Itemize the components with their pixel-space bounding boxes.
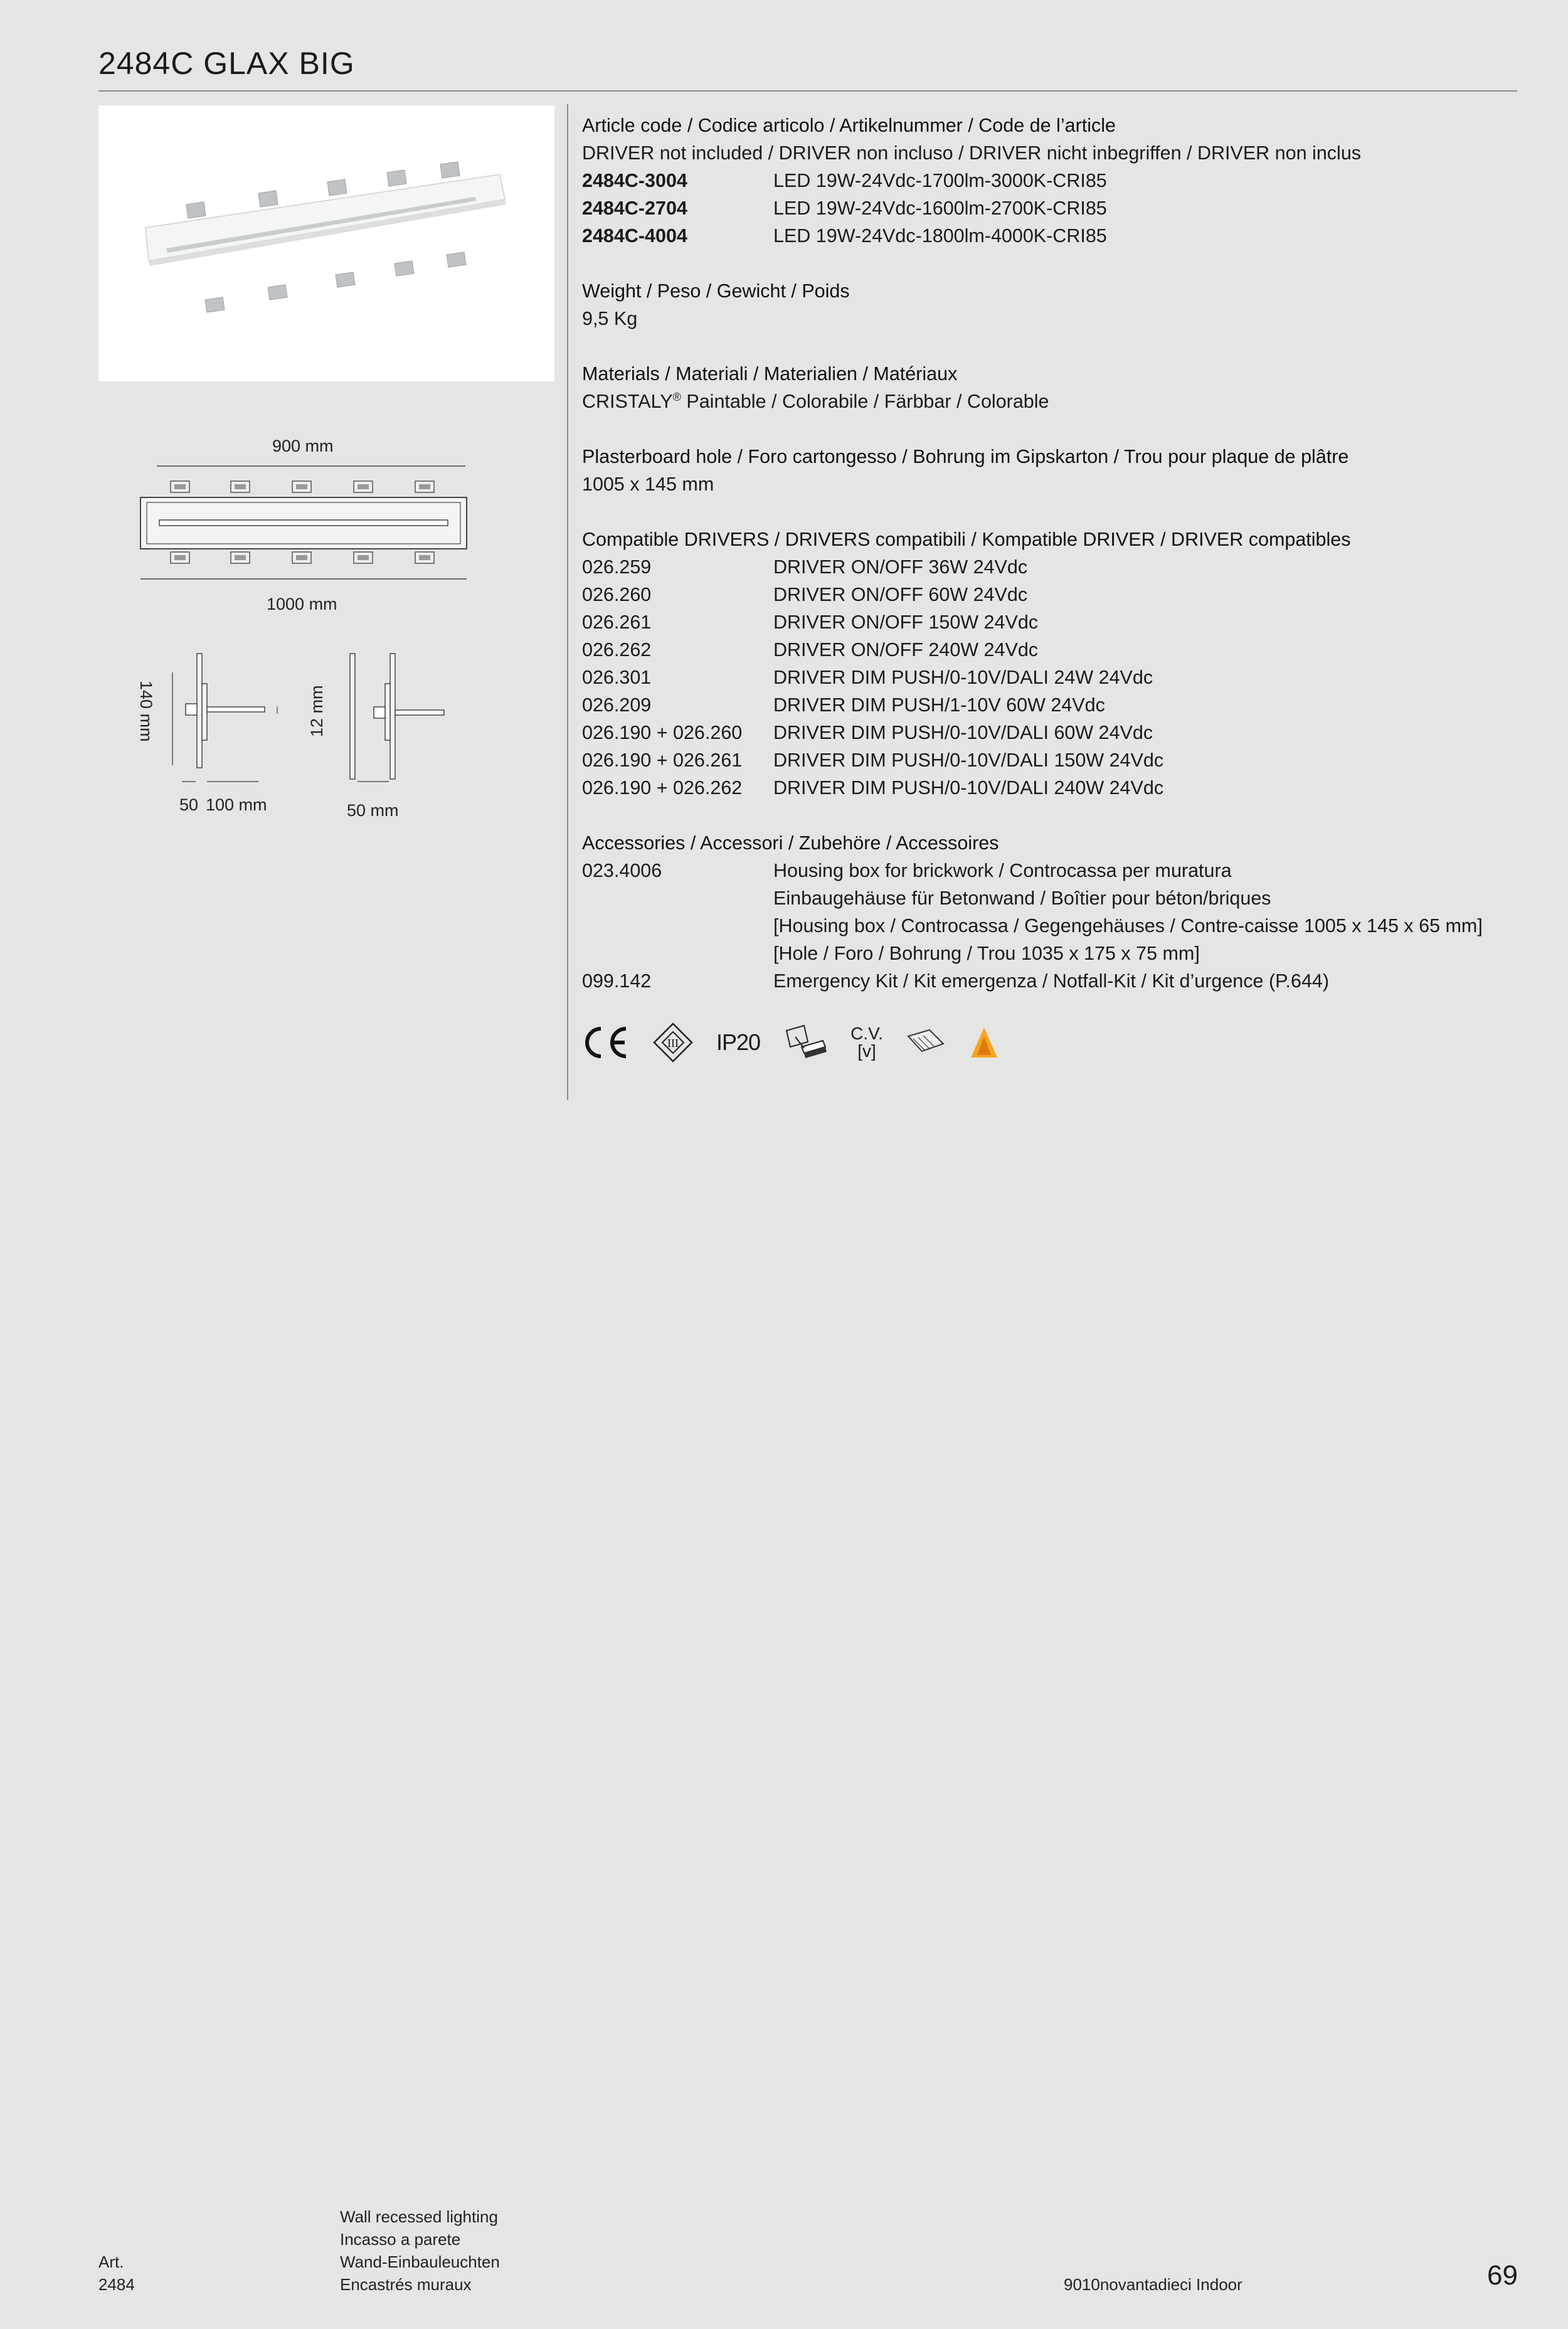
accessory-code [582, 940, 773, 967]
svg-text:III: III [667, 1037, 679, 1049]
category-line: Encastrés muraux [340, 2275, 472, 2294]
driver-row [582, 581, 1517, 608]
accessory-desc: Einbaugehäuse für Betonwand / Boîtier pour béton/briques [773, 888, 1271, 909]
accessory-code [582, 884, 773, 912]
materials-heading: Materials / Materiali / Materialien / Matériaux [582, 363, 958, 385]
article-number: 2484 [98, 2275, 135, 2294]
product-photo [98, 105, 554, 381]
category-line: Incasso a parete [340, 2230, 461, 2249]
driver-desc: DRIVER ON/OFF 60W 24Vdc [773, 584, 1028, 605]
materials-value [582, 388, 1517, 415]
article-desc: LED 19W-24Vdc-1600lm-2700K-CRI85 [773, 198, 1107, 219]
driver-code: 026.190 + 026.262 [582, 777, 743, 798]
driver-desc: DRIVER ON/OFF 150W 24Vdc [773, 612, 1039, 633]
weight-section [582, 277, 1517, 332]
driver-desc: DRIVER ON/OFF 240W 24Vdc [773, 639, 1039, 661]
article-desc: LED 19W-24Vdc-1700lm-3000K-CRI85 [773, 170, 1107, 191]
front-view-drawing [138, 461, 470, 586]
accessory-row [582, 912, 1517, 940]
category-line: Wand-Einbauleuchten [340, 2252, 500, 2271]
article-row [582, 167, 1517, 194]
driver-row [582, 553, 1517, 581]
title-divider [98, 90, 1517, 92]
dim-depth-a: 50 [179, 795, 199, 814]
specifications [582, 112, 1517, 1022]
accessory-desc: Housing box for brickwork / Controcassa per muratura [773, 860, 1232, 881]
accessories-section [582, 829, 1517, 995]
driver-row [582, 746, 1517, 774]
accessory-code [582, 912, 773, 940]
footer-article [98, 2251, 135, 2296]
driver-note: DRIVER not included / DRIVER non incluso / DRIVER nicht inbegriffen / DRIVER non inclus [582, 142, 1362, 164]
driver-code: 026.260 [582, 584, 652, 605]
cv-label: C.V. [850, 1024, 883, 1043]
certification-icons [581, 1017, 1022, 1068]
side-section-a [169, 646, 282, 784]
page-number: 69 [1487, 2260, 1518, 2291]
accessory-row [582, 940, 1517, 967]
registered-mark: ® [672, 390, 681, 403]
article-code: 2484C-4004 [582, 225, 687, 247]
article-code: 2484C-2704 [582, 198, 687, 219]
article-heading: Article code / Codice articolo / Artikelnummer / Code de l’article [582, 115, 1116, 136]
footer-brand: 9010novantadieci Indoor [1064, 2275, 1242, 2294]
dim-top-length: 900 mm [272, 437, 334, 455]
article-label: Art. [98, 2252, 124, 2271]
driver-desc: DRIVER DIM PUSH/0-10V/DALI 150W 24Vdc [773, 750, 1164, 771]
driver-desc: DRIVER DIM PUSH/0-10V/DALI 240W 24Vdc [773, 777, 1164, 798]
driver-row [582, 636, 1517, 664]
dim-side-depth: 50 mm [347, 801, 399, 820]
accessory-desc: [Housing box / Controcassa / Gegengehäuses / Contre-caisse 1005 x 145 x 65 mm] [773, 915, 1483, 936]
materials-desc: Paintable / Colorabile / Färbbar / Colorable [681, 391, 1049, 412]
category-line: Wall recessed lighting [340, 2207, 498, 2226]
article-code: 2484C-3004 [582, 170, 687, 191]
paintable-brush-icon [783, 1022, 828, 1063]
driver-row [582, 774, 1517, 802]
dim-bottom-length: 1000 mm [267, 595, 337, 613]
ce-mark-icon [581, 1024, 630, 1061]
materials-section [582, 360, 1517, 415]
accessory-row [582, 857, 1517, 884]
driver-code: 026.190 + 026.260 [582, 722, 743, 743]
driver-desc: DRIVER DIM PUSH/0-10V/DALI 60W 24Vdc [773, 722, 1153, 743]
class-iii-icon [652, 1022, 694, 1063]
warning-triangle-icon [968, 1025, 1000, 1060]
weight-heading: Weight / Peso / Gewicht / Poids [582, 280, 850, 302]
page-title: 2484C GLAX BIG [98, 46, 355, 81]
accessory-row [582, 967, 1517, 995]
plasterboard-icon [906, 1025, 946, 1060]
driver-desc: DRIVER ON/OFF 36W 24Vdc [773, 556, 1028, 578]
accessory-row [582, 884, 1517, 912]
dim-depth-b: 100 mm [206, 795, 267, 814]
cv-unit: [v] [857, 1041, 876, 1061]
driver-desc: DRIVER DIM PUSH/1-10V 60W 24Vdc [773, 694, 1105, 716]
column-divider [567, 104, 568, 1100]
hole-heading: Plasterboard hole / Foro cartongesso / Bohrung im Gipskarton / Trou pour plaque de plâtre [582, 446, 1349, 467]
article-section [582, 112, 1517, 250]
materials-brand: CRISTALY [582, 391, 673, 412]
driver-row [582, 664, 1517, 691]
driver-code: 026.301 [582, 667, 652, 688]
driver-row [582, 608, 1517, 636]
driver-row [582, 719, 1517, 746]
accessory-code: 023.4006 [582, 860, 662, 881]
article-row [582, 222, 1517, 250]
driver-code: 026.262 [582, 639, 652, 661]
accessory-code: 099.142 [582, 970, 652, 992]
article-desc: LED 19W-24Vdc-1800lm-4000K-CRI85 [773, 225, 1107, 247]
drivers-heading: Compatible DRIVERS / DRIVERS compatibili / Kompatible DRIVER / DRIVER compatibles [582, 529, 1351, 550]
article-row [582, 194, 1517, 222]
accessories-heading: Accessories / Accessori / Zubehöre / Accessoires [582, 832, 999, 854]
dim-height: 140 mm [137, 681, 156, 742]
hole-section [582, 443, 1517, 498]
driver-code: 026.209 [582, 694, 652, 716]
driver-desc: DRIVER DIM PUSH/0-10V/DALI 24W 24Vdc [773, 667, 1153, 688]
drivers-section [582, 526, 1517, 802]
accessory-desc: [Hole / Foro / Bohrung / Trou 1035 x 175 x 75 mm] [773, 943, 1200, 964]
side-section-b [345, 646, 458, 784]
driver-code: 026.190 + 026.261 [582, 750, 743, 771]
dim-thickness: 12 mm [307, 685, 326, 737]
accessory-desc: Emergency Kit / Kit emergenza / Notfall-Kit / Kit d’urgence (P.644) [773, 970, 1330, 992]
footer-category [340, 2205, 500, 2296]
ip-rating: IP20 [716, 1029, 761, 1055]
constant-voltage-badge [850, 1025, 883, 1060]
driver-row [582, 691, 1517, 719]
hole-value: 1005 x 145 mm [582, 474, 714, 495]
driver-code: 026.261 [582, 612, 652, 633]
weight-value: 9,5 Kg [582, 308, 638, 329]
driver-code: 026.259 [582, 556, 652, 578]
